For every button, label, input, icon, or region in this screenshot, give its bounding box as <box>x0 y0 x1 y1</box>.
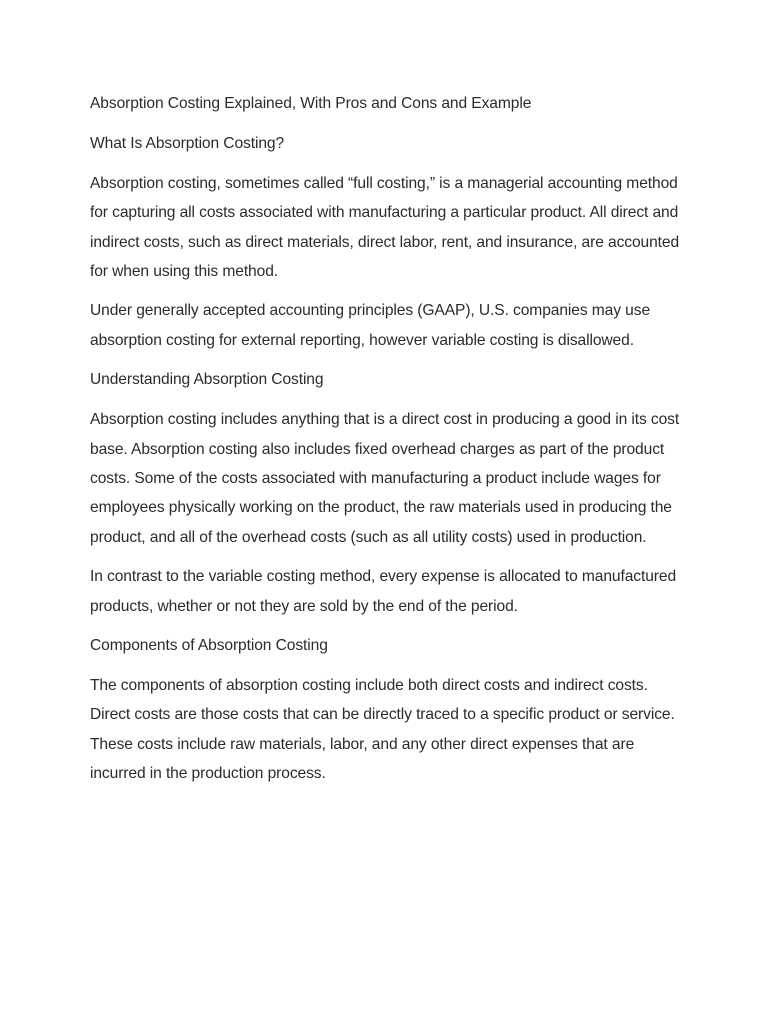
paragraph-gaap: Under generally accepted accounting principles (GAAP), U.S. companies may use absorption costing for external reporting, however variable costing is disallowed. <box>90 302 651 349</box>
paragraph-understanding: Absorption costing includes anything that is a direct cost in producing a good in its cost base. Absorption costing also includes fixed overhead charges as part of the product costs. Some of the costs associated with manufacturing a product include wages for employees physically working on the product, the raw materials used in producing the product, and all of the overhead costs (such as all utility costs) used in production. <box>90 411 680 546</box>
paragraph-contrast: In contrast to the variable costing method, every expense is allocated to manufactured products, whether or not they are sold by the end of the period. <box>90 568 677 615</box>
paragraph-definition: Absorption costing, sometimes called “full costing,” is a managerial accounting method for capturing all costs associated with manufacturing a particular product. All direct and indirect costs, such as direct materials, direct labor, rent, and insurance, are accounted for when using this method. <box>90 174 680 281</box>
section-heading-what-is: What Is Absorption Costing? <box>90 134 285 152</box>
document-body <box>90 89 682 799</box>
paragraph-components: The components of absorption costing include both direct costs and indirect costs. Direct costs are those costs that can be directly traced to a specific product or service. These costs include raw materials, labor, and any other direct expenses that are incurred in the production process. <box>90 676 675 783</box>
section-heading-components: Components of Absorption Costing <box>90 637 328 654</box>
document-title: Absorption Costing Explained, With Pros and Cons and Example <box>90 95 532 112</box>
section-heading-understanding: Understanding Absorption Costing <box>90 371 324 389</box>
